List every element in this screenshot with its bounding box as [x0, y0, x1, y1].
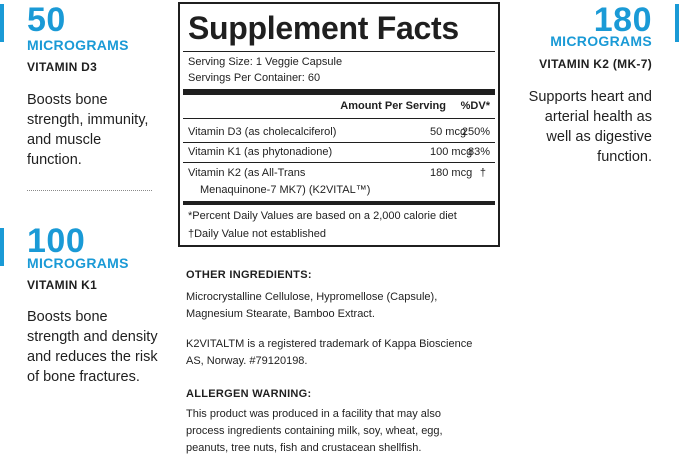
k1-desc-line: Boosts bone: [27, 309, 108, 325]
ingredients-line: Magnesium Stearate, Bamboo Extract.: [186, 308, 375, 320]
servings-per-container: Servings Per Container: 60: [188, 72, 321, 84]
d3-desc-line: strength, immunity,: [27, 112, 149, 128]
k2-desc-line: Supports heart and: [528, 89, 652, 105]
allergen-line: peanuts, tree nuts, fish and crustacean shellfish.: [186, 442, 422, 454]
k1-desc-line: of bone fractures.: [27, 369, 140, 385]
allergen-heading: ALLERGEN WARNING:: [186, 388, 312, 400]
k1-description: [27, 307, 182, 387]
supplement-facts-panel: [178, 2, 500, 247]
header-amount: Amount Per Serving: [340, 100, 446, 112]
d3-desc-line: and muscle: [27, 132, 102, 148]
rule-thick: [183, 89, 495, 95]
k2-desc-line: well as digestive: [546, 129, 652, 145]
k2-unit: MICROGRAMS: [550, 33, 652, 49]
row-amount-d3: 50 mcg: [430, 126, 467, 138]
row-dv-k1: 83%: [467, 146, 490, 158]
d3-desc-line: Boosts bone: [27, 92, 108, 108]
accent-bar-k2: [675, 4, 679, 42]
header-dv: %DV*: [460, 100, 490, 112]
rule-thick: [183, 201, 495, 205]
rule-thin: [183, 118, 495, 119]
footnote-dagger: †Daily Value not established: [188, 228, 326, 240]
serving-size: Serving Size: 1 Veggie Capsule: [188, 56, 343, 68]
allergen-line: This product was produced in a facility that may also: [186, 408, 441, 420]
rule-thin: [183, 142, 495, 143]
accent-bar-k1: [0, 228, 4, 266]
k1-desc-line: and reduces the risk: [27, 349, 158, 365]
row-label-d3: Vitamin D3 (as cholecalciferol): [188, 126, 337, 138]
trademark-line: AS, Norway. #79120198.: [186, 355, 308, 367]
k2-desc-line: function.: [597, 149, 652, 165]
row-label-k1: Vitamin K1 (as phytonadione): [188, 146, 333, 158]
k1-desc-line: strength and density: [27, 329, 158, 345]
k2-name: VITAMIN K2 (MK-7): [539, 57, 652, 71]
row-dv-d3: 250%: [461, 126, 490, 138]
other-ingredients-heading: OTHER INGREDIENTS:: [186, 269, 312, 281]
trademark-line: K2VITALTM is a registered trademark of Kappa Bioscience: [186, 338, 473, 350]
rule-thin: [183, 51, 495, 52]
facts-title: Supplement Facts: [188, 10, 459, 46]
allergen-line: process ingredients containing milk, soy, wheat, egg,: [186, 425, 443, 437]
row-dv-k2: †: [479, 167, 486, 179]
d3-description: [27, 90, 177, 170]
footnote-dv: *Percent Daily Values are based on a 2,000 calorie diet: [188, 210, 457, 222]
k1-unit: MICROGRAMS: [27, 255, 129, 271]
row-label-k2-cont: Menaquinone-7 MK7) (K2VITAL™): [200, 184, 371, 196]
allergen-text: [186, 406, 506, 457]
row-label-k2: Vitamin K2 (as All-Trans: [188, 167, 306, 179]
row-amount-k2: 180 mcg: [430, 167, 473, 179]
k2-desc-line: arterial health as: [544, 109, 652, 125]
d3-name: VITAMIN D3: [27, 60, 98, 74]
d3-amount: 50: [27, 1, 66, 39]
k2-description: [492, 87, 652, 167]
k1-amount: 100: [27, 222, 86, 260]
other-ingredients-text: [186, 289, 506, 323]
divider: [27, 190, 152, 191]
d3-desc-line: function.: [27, 152, 82, 168]
k2-amount: 180: [593, 1, 652, 39]
row-amount-k1: 100 mcg: [430, 146, 473, 158]
accent-bar-d3: [0, 4, 4, 42]
ingredients-line: Microcrystalline Cellulose, Hypromellose (Capsule),: [186, 291, 438, 303]
d3-unit: MICROGRAMS: [27, 37, 129, 53]
k1-name: VITAMIN K1: [27, 278, 98, 292]
rule-thin: [183, 162, 495, 163]
trademark-text: [186, 336, 506, 370]
